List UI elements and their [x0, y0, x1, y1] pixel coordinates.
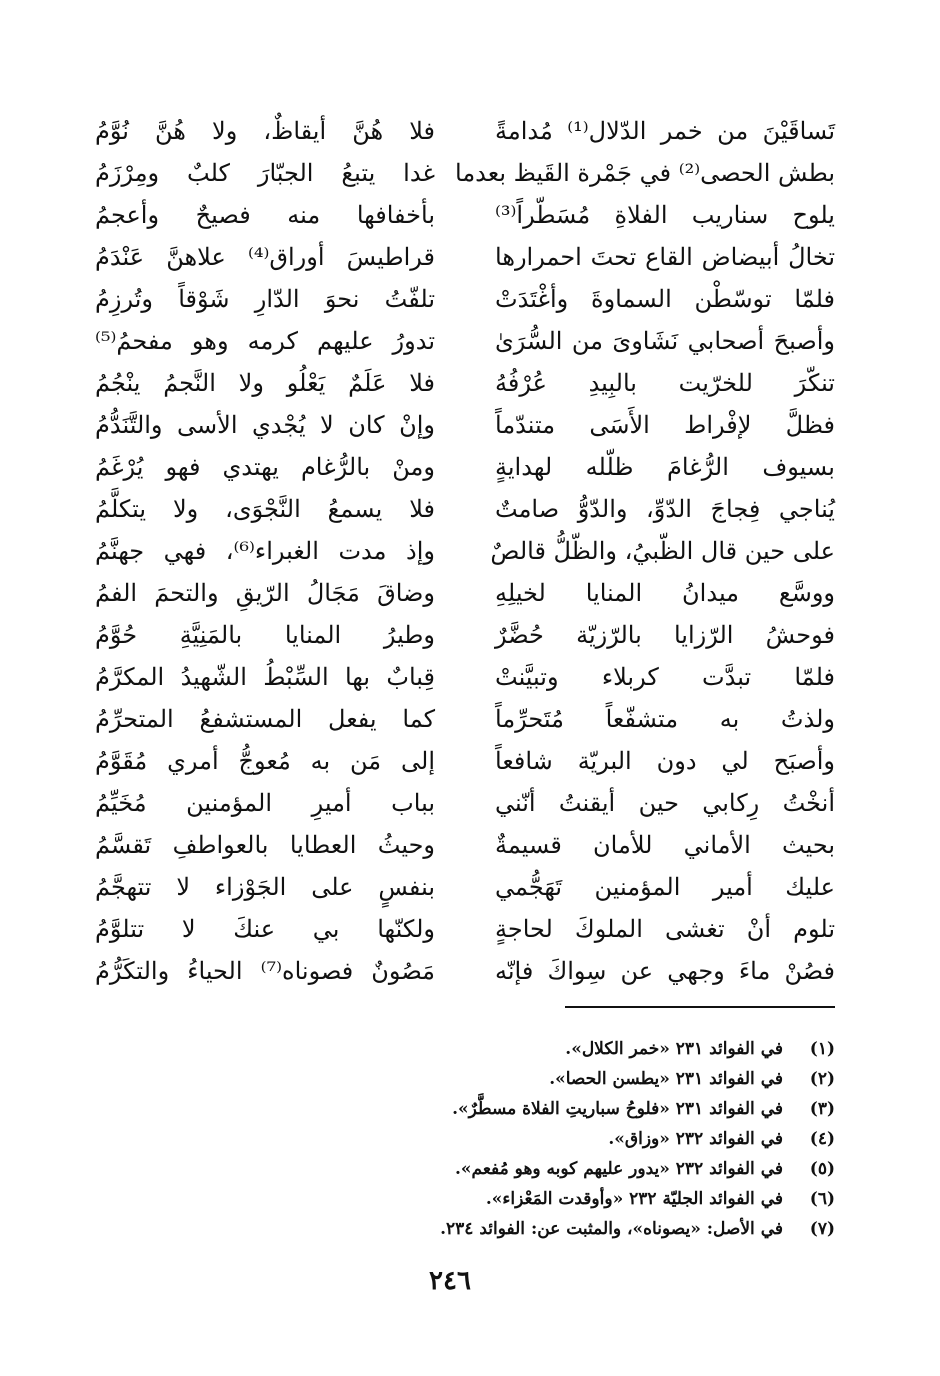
verse-first-hemistich: بحيث الأماني للأمان قسيمةٌ: [495, 831, 835, 859]
footnote-number: (٦): [809, 1189, 835, 1209]
verse-first-hemistich: فوحشُ الرّزايا بالرّزيّة حُضَّرٌ: [495, 621, 835, 649]
verse-second-hemistich: قراطيسَ أوراق⁽⁴⁾ علاهنَّ عَنْدَمُ: [95, 243, 435, 271]
footnote-number: (٢): [809, 1069, 835, 1089]
verse-second-hemistich: فلا يسمعُ النَّجْوَى، ولا يتكلَّمُ: [95, 495, 435, 523]
verse-second-hemistich: مَصُونٌ فصوناه⁽⁷⁾ الحياءُ والتكَرُّمُ: [95, 957, 435, 985]
verse-first-hemistich: فلمّا تبدَّت كربلاء وتبيَّنتْ: [495, 663, 835, 691]
verse-first-hemistich: بسيوف الرُّغامَ ظلّله لهدايةٍ: [495, 453, 835, 481]
verse-line: [95, 782, 835, 824]
verse-line: [95, 530, 835, 572]
verse-first-hemistich: تلوم أنْ تغشى الملوكَ لحاجةٍ: [495, 915, 835, 943]
verse-second-hemistich: ومنْ بالرُّغام يهتدي فهو يُرْغَمُ: [95, 453, 435, 481]
verse-first-hemistich: بطش الحصى⁽²⁾ في جَمْرة القَيظ بعدما: [455, 159, 835, 187]
verse-first-hemistich: فصُنْ ماءَ وجهي عن سِواكَ فإنّه: [495, 957, 835, 985]
verse-second-hemistich: فلا عَلَمٌ يَعْلُو ولا النَّجمُ ينْجُمُ: [95, 369, 435, 397]
verse-second-hemistich: تدورُ عليهم كرمه وهو مفحمُ⁽⁵⁾: [95, 327, 435, 355]
verse-first-hemistich: تَساقَيْنَ من خمر الدّلال⁽¹⁾ مُدامةً: [495, 117, 835, 145]
verse-second-hemistich: إلى مَن به مُعوجُّ أمري مُقَوَّمُ: [95, 747, 435, 775]
verse-line: [95, 740, 835, 782]
verse-second-hemistich: وإذ مدت الغبراء⁽⁶⁾، فهي جهنَّمُ: [95, 537, 435, 565]
verse-first-hemistich: فظلَّ لإفْراط الأَسَى متندّماً: [495, 411, 835, 439]
verse-first-hemistich: ولذتُ به متشفّعاً مُتَحرِّماً: [495, 705, 835, 733]
verse-line: [95, 950, 835, 992]
verse-second-hemistich: وإنْ كان لا يُجْدي الأسى والتَّنَدُّمُ: [95, 411, 435, 439]
verse-line: [95, 614, 835, 656]
footnote: [115, 1094, 835, 1124]
footnote: [115, 1124, 835, 1154]
footnote: [115, 1214, 835, 1244]
footnote-number: (١): [809, 1039, 835, 1059]
verse-line: [95, 152, 835, 194]
verse-line: [95, 404, 835, 446]
poem-body: [95, 110, 835, 990]
footnote: [115, 1064, 835, 1094]
footnote-text: في الفوائد ٢٣٢ «وزاق».: [608, 1129, 783, 1149]
verse-line: [95, 866, 835, 908]
verse-second-hemistich: بنفسٍ على الجَوْزاء لا تتهجَّمُ: [95, 873, 435, 901]
footnote-number: (٤): [809, 1129, 835, 1149]
footnote-text: في الفوائد الجليّة ٢٣٢ «وأوقدت المَعْزاء».: [485, 1189, 783, 1209]
footnote-text: في الفوائد ٢٣٢ «يدور عليهم كوبه وهو مُفعم».: [455, 1159, 783, 1179]
footnote-text: في الفوائد ٢٣١ «خمر الكلال».: [565, 1039, 783, 1059]
verse-line: [95, 320, 835, 362]
verse-first-hemistich: يُناجي فِجاجَ الدّوِّ، والدّوُّ صامتٌ: [495, 495, 835, 523]
verse-second-hemistich: بباب أميرِ المؤمنين مُخَيِّمُ: [95, 789, 435, 817]
verse-first-hemistich: فلمّا توسّطْن السماوةَ وأغْتَدَتْ: [495, 285, 835, 313]
verse-line: [95, 656, 835, 698]
verse-second-hemistich: فلا هُنَّ أيقاظٌ، ولا هُنَّ نُوَّمُ: [95, 117, 435, 145]
footnote: [115, 1034, 835, 1064]
verse-line: [95, 236, 835, 278]
footnote-number: (٧): [809, 1219, 835, 1239]
verse-first-hemistich: على حين قال الظّبيُ، والظّلُّ قالصٌ: [490, 537, 835, 565]
verse-first-hemistich: يلوح سناريب الفلاةِ مُسَطّراً⁽³⁾: [495, 201, 835, 229]
footnote-text: في الفوائد ٢٣١ «فلوحُ سباريتِ الفلاة مسطَّرٌ».: [452, 1099, 783, 1119]
verse-line: [95, 110, 835, 152]
verse-first-hemistich: عليك أمير المؤمنين تَهَجُّمي: [495, 873, 835, 901]
verse-first-hemistich: تخالُ أبيضاض القاع تحتَ احمرارها: [495, 243, 835, 271]
footnote-text: في الفوائد ٢٣١ «يطسن الحصا».: [549, 1069, 783, 1089]
verse-second-hemistich: وضاقَ مَجَالُ الرّيقِ والتحمَ الفمُ: [95, 579, 435, 607]
footnote-separator: [565, 1006, 835, 1008]
verse-first-hemistich: أنخْتُ رِكابي حين أيقنتُ أنّني: [495, 789, 835, 817]
verse-line: [95, 194, 835, 236]
footnote-number: (٣): [809, 1099, 835, 1119]
verse-second-hemistich: قِبابٌ بها السِّبْطُ الشّهيدُ المكرَّمُ: [95, 663, 435, 691]
verse-first-hemistich: وأصبحَ أصحابي نَشَاوىَ من السُّرَىٰ: [495, 327, 835, 355]
verse-second-hemistich: تلفّتُ نحوَ الدّارِ شَوْقاً وتُرزِمُ: [95, 285, 435, 313]
footnote: [115, 1184, 835, 1214]
verse-line: [95, 446, 835, 488]
verse-line: [95, 362, 835, 404]
verse-line: [95, 572, 835, 614]
verse-second-hemistich: بأخفافها منه فصيحٌ وأعجمُ: [95, 201, 435, 229]
verse-line: [95, 278, 835, 320]
footnote: [115, 1154, 835, 1184]
verse-line: [95, 824, 835, 866]
footnote-number: (٥): [809, 1159, 835, 1179]
verse-second-hemistich: وطيرُ المنايا بالمَنِيَّةِ حُوَّمُ: [95, 621, 435, 649]
page-number: ٢٤٦: [429, 1266, 471, 1296]
verse-second-hemistich: وحيثُ العطايا بالعواطفِ تَقسَّمُ: [95, 831, 435, 859]
footnotes: [115, 1034, 835, 1244]
verse-first-hemistich: وأصبَح لي دون البريّة شافعاً: [495, 747, 835, 775]
verse-second-hemistich: غدا يتبعُ الجبّارَ كلبٌ ومِرْزَمُ: [95, 159, 435, 187]
verse-second-hemistich: كما يفعل المستشفعُ المتحرِّمُ: [95, 705, 435, 733]
verse-second-hemistich: ولكنّها بي عنكَ لا تتلوَّمُ: [95, 915, 435, 943]
verse-line: [95, 908, 835, 950]
verse-first-hemistich: ووسَّع ميدانُ المنايا لخيلِهِ: [495, 579, 835, 607]
verse-first-hemistich: تنكّرَ للخرّيت بالبِيدِ عُرْفُهُ: [495, 369, 835, 397]
verse-line: [95, 488, 835, 530]
verse-line: [95, 698, 835, 740]
footnote-text: في الأصل: «يصوناه»، والمثبت عن: الفوائد ٢٣٤.: [440, 1219, 783, 1239]
